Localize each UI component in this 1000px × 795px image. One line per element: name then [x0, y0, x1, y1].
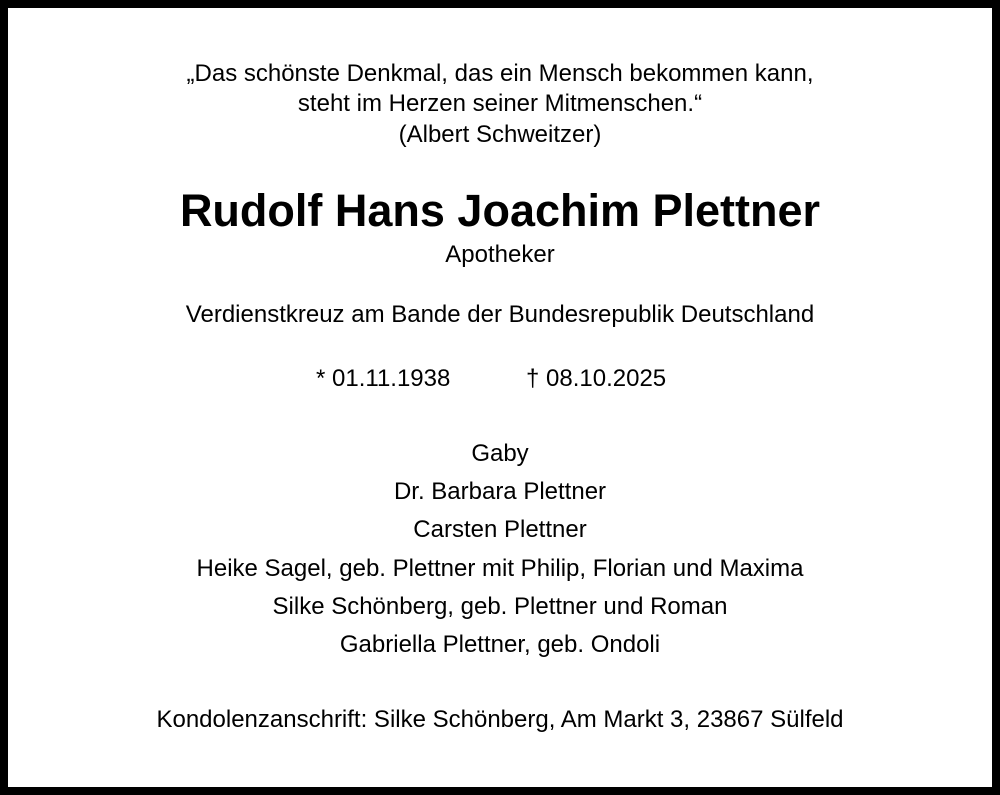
- deceased-profession: Apotheker: [445, 241, 555, 268]
- birth-date: * 01.11.1938: [316, 365, 451, 392]
- deceased-honor: Verdienstkreuz am Bande der Bundesrepublik Deutschland: [185, 301, 815, 328]
- mourner-2: Dr. Barbara Plettner: [393, 478, 607, 505]
- mourner-3: Carsten Plettner: [413, 516, 587, 543]
- mourner-4: Heike Sagel, geb. Plettner mit Philip, Florian und Maxima: [196, 555, 804, 582]
- mourner-5: Silke Schönberg, geb. Plettner und Roman: [272, 593, 728, 620]
- quote-line-1: „Das schönste Denkmal, das ein Mensch bekommen kann,: [186, 60, 814, 87]
- condolence-address: Kondolenzanschrift: Silke Schönberg, Am Markt 3, 23867 Sülfeld: [156, 706, 844, 733]
- mourner-1: Gaby: [471, 440, 529, 467]
- mourner-6: Gabriella Plettner, geb. Ondoli: [339, 631, 661, 658]
- quote-line-2: steht im Herzen seiner Mitmenschen.“: [297, 90, 703, 117]
- death-date: † 08.10.2025: [526, 365, 667, 392]
- quote-author: (Albert Schweitzer): [398, 121, 602, 148]
- deceased-name: Rudolf Hans Joachim Plettner: [179, 185, 821, 236]
